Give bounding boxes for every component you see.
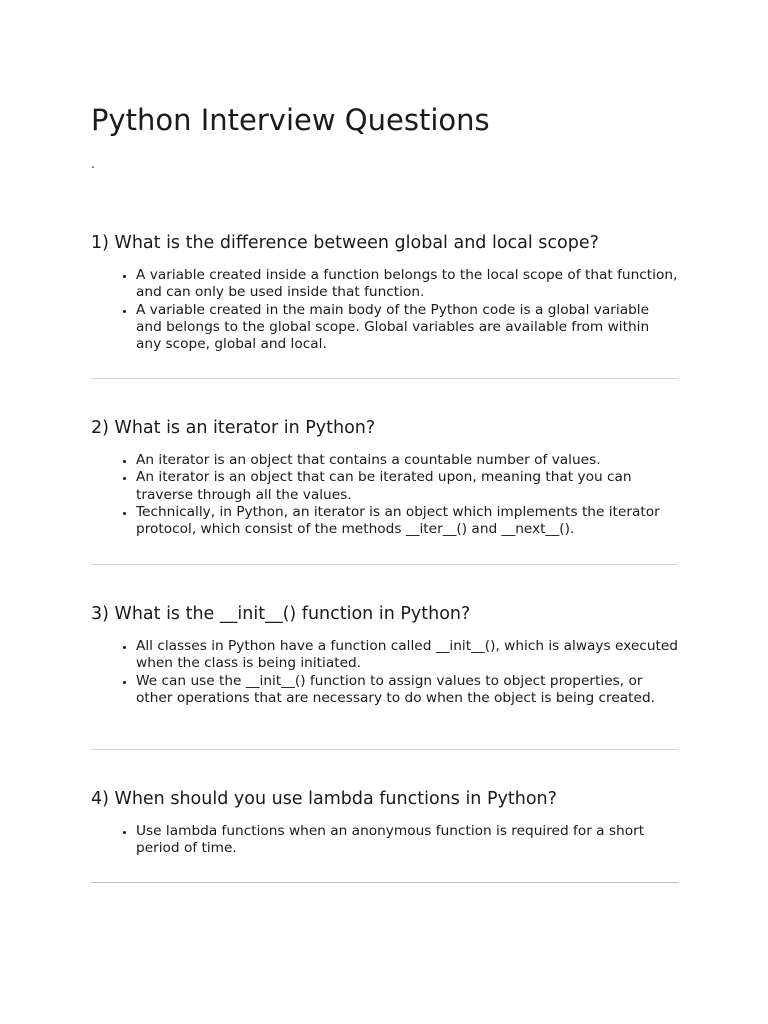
question-heading: 2) What is an iterator in Python? [91,418,376,438]
question-section-4 [91,786,678,858]
section-divider [91,882,678,883]
answer-item: • We can use the __init__() function to assign values to object properties, or other operations that are necessary to do when the object is being created. [136,673,678,708]
subtitle-dot: . [91,157,95,171]
question-heading: 1) What is the difference between global and local scope? [91,233,599,253]
answer-list [91,638,678,707]
answer-list [91,823,678,858]
answer-item: • A variable created inside a function belongs to the local scope of that function, and can only be used inside that function. [136,267,678,302]
answer-item: • An iterator is an object that can be iterated upon, meaning that you can traverse through all the values. [136,469,678,504]
answer-item: • Use lambda functions when an anonymous function is required for a short period of time. [136,823,678,858]
answer-list [91,452,678,538]
question-heading: 4) When should you use lambda functions in Python? [91,789,557,809]
page-title: Python Interview Questions [91,103,490,137]
section-divider [91,564,678,565]
section-divider [91,749,678,750]
question-heading: 3) What is the __init__() function in Python? [91,604,471,624]
question-section-2 [91,415,678,538]
question-section-3 [91,601,678,707]
answer-item: • A variable created in the main body of the Python code is a global variable and belongs to the global scope. Global variables are available from within any scope, global and local. [136,302,678,354]
answer-item: • All classes in Python have a function called __init__(), which is always executed when the class is being initiated. [136,638,678,673]
answer-item: • Technically, in Python, an iterator is an object which implements the iterator protocol, which consist of the methods __iter__() and __next__(). [136,504,678,539]
answer-item: • An iterator is an object that contains a countable number of values. [136,452,678,469]
section-divider [91,378,678,379]
answer-list [91,267,678,353]
question-section-1 [91,230,678,353]
